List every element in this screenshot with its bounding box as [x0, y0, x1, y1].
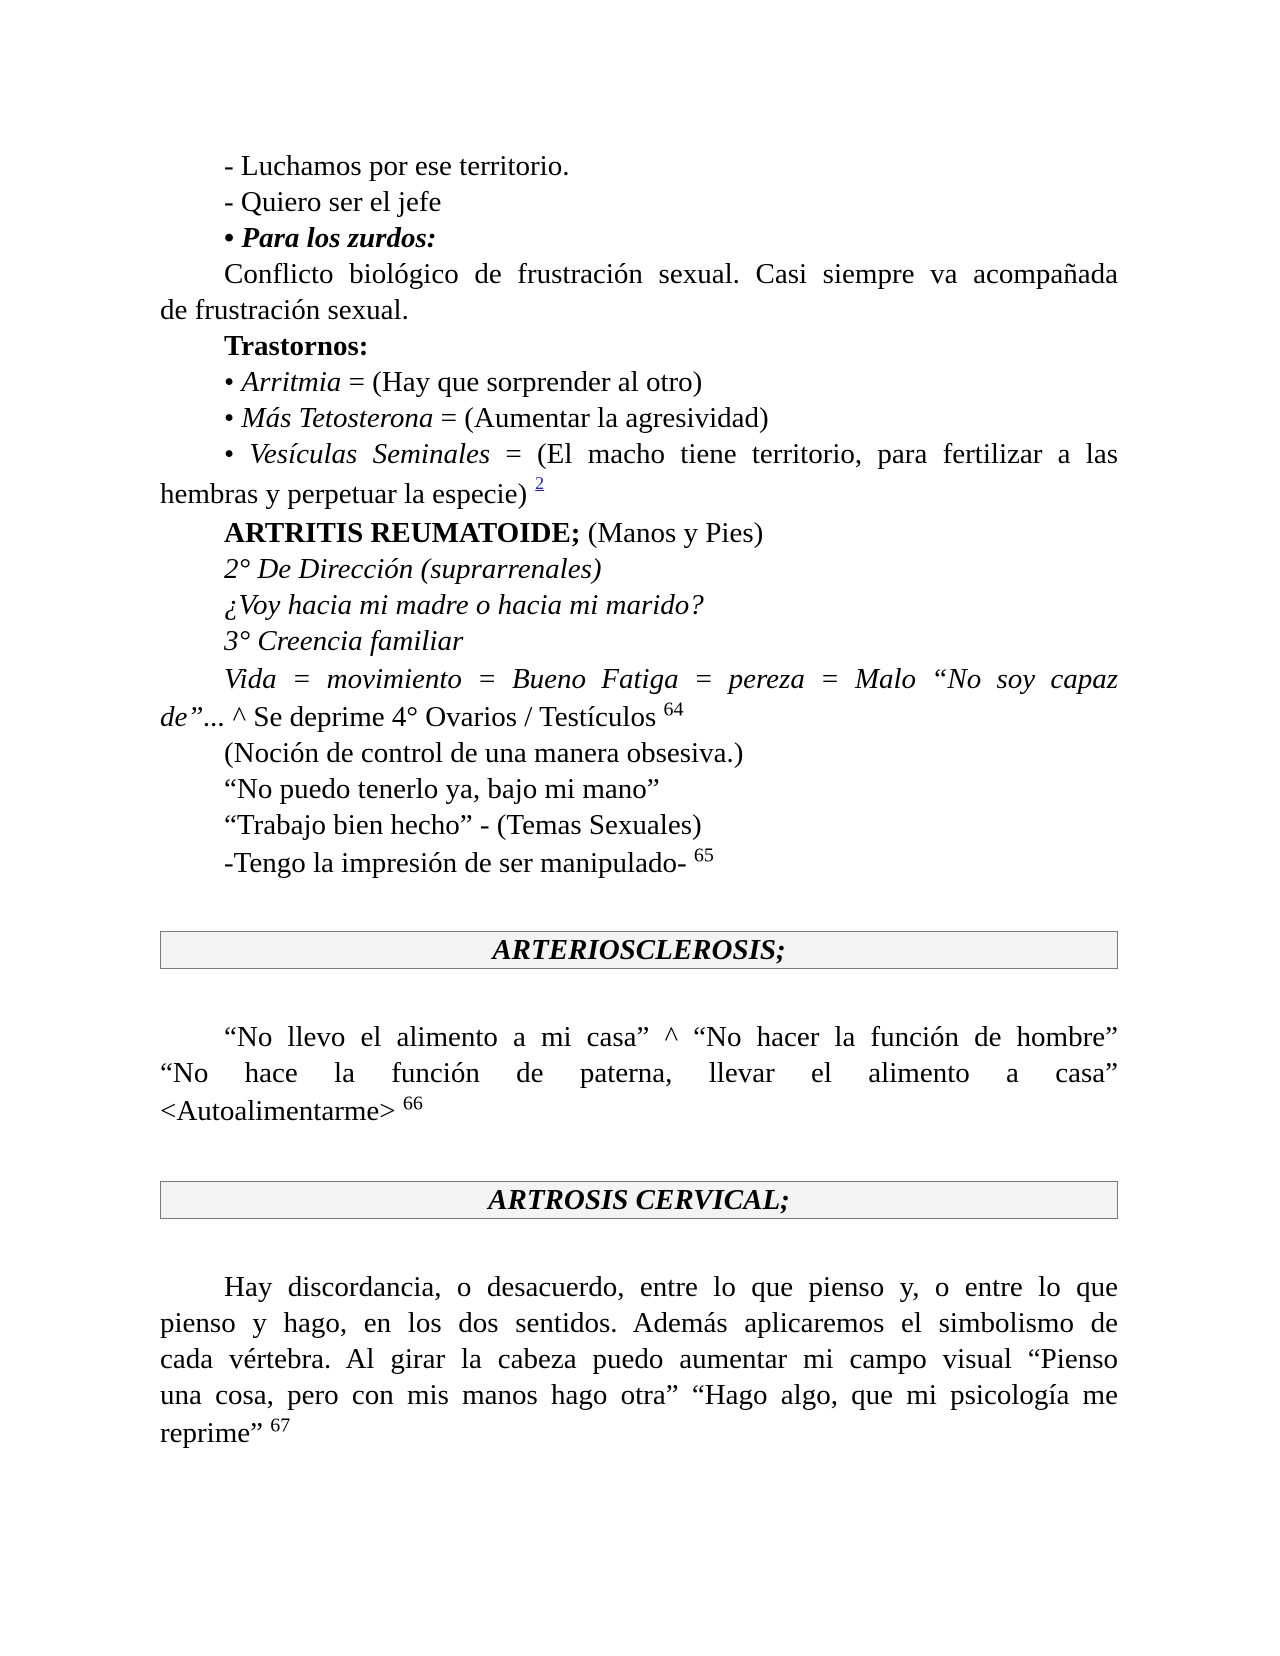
text-line: [160, 771, 1118, 807]
spacer: [160, 1219, 1118, 1269]
paragraph-line: [160, 1415, 1118, 1451]
text: de”...: [160, 701, 226, 733]
document-page: [160, 148, 1118, 1451]
text-line: [160, 184, 1118, 220]
heading-text: ARTRITIS REUMATOIDE;: [224, 517, 581, 549]
text: una cosa, pero con mis manos hago otra” “Hago algo, que mi psicología me: [160, 1379, 1118, 1411]
text: hembras y perpetuar la especie): [160, 478, 528, 510]
paragraph-line: [160, 1377, 1118, 1413]
paragraph-line: [160, 1269, 1118, 1305]
subheading-zurdos: [160, 220, 1118, 256]
text-line: [160, 623, 1118, 659]
list-item: • Arritmia = (Hay que sorprender al otro): [224, 366, 703, 398]
spacer: [160, 1129, 1118, 1181]
text: (Noción de control de una manera obsesiva.): [224, 737, 744, 769]
text: (Manos y Pies): [580, 517, 764, 549]
spacer: [160, 881, 1118, 931]
line-quiero: - Quiero ser el jefe: [224, 186, 442, 218]
paragraph-line: [160, 1093, 1118, 1129]
paragraph-line: [160, 1019, 1118, 1055]
definition: = (Hay que sorprender al otro): [341, 366, 703, 398]
term: Más Tetosterona: [241, 402, 434, 434]
term: Vesículas Seminales: [249, 438, 491, 470]
text-line: [160, 845, 1118, 881]
definition: = (Aumentar la agresividad): [433, 402, 769, 434]
text: pienso y hago, en los dos sentidos. Además aplicaremos el simbolismo de: [160, 1307, 1118, 1339]
section-title-artrosis: [160, 1181, 1118, 1219]
definition: = (El macho tiene territorio, para fertilizar a las: [490, 438, 1118, 470]
footnote-ref: 64: [663, 698, 684, 721]
text-line: [160, 148, 1118, 184]
text: “No hace la función de paterna, llevar el alimento a casa”: [160, 1057, 1118, 1089]
paragraph-line: [160, 1341, 1118, 1377]
text: reprime”: [160, 1417, 271, 1449]
list-item-continuation: [160, 473, 1118, 515]
text: “No puedo tenerlo ya, bajo mi mano”: [224, 773, 660, 805]
footnote-ref: 65: [693, 844, 714, 867]
bullet-glyph: •: [224, 222, 242, 254]
footnote-ref: 66: [402, 1092, 423, 1115]
text: 3° Creencia familiar: [224, 625, 464, 657]
footnote-ref: 67: [270, 1414, 291, 1437]
text: cada vértebra. Al girar la cabeza puedo aumentar mi campo visual “Pienso: [160, 1343, 1118, 1375]
list-item: • Más Tetosterona = (Aumentar la agresividad): [224, 402, 769, 434]
text-line: [160, 587, 1118, 623]
text: 2° De Dirección (suprarrenales): [224, 553, 602, 585]
text: <Autoalimentarme>: [160, 1095, 403, 1127]
heading-trastornos: [160, 328, 1118, 364]
paragraph-conflicto-line2: [160, 292, 1118, 328]
text-line: [160, 699, 1118, 735]
heading-artritis: [160, 515, 1118, 551]
subheading-zurdos-text: Para los zurdos:: [241, 222, 437, 254]
spacer: [160, 969, 1118, 1019]
section-title-text: ARTROSIS CERVICAL;: [488, 1184, 790, 1216]
term: Arritmia: [241, 366, 342, 398]
footnote-link[interactable]: 2: [535, 473, 545, 493]
text: “Trabajo bien hecho” - (Temas Sexuales): [224, 809, 702, 841]
text-line: [160, 551, 1118, 587]
section-title-arteriosclerosis: [160, 931, 1118, 969]
paragraph-line: [160, 1305, 1118, 1341]
text-line: [160, 735, 1118, 771]
text: de frustración sexual.: [160, 294, 409, 326]
paragraph-conflicto-line1: [160, 256, 1118, 292]
line-luchamos: - Luchamos por ese territorio.: [224, 150, 570, 182]
text: Trastornos:: [224, 330, 369, 362]
text: ^ Se deprime 4° Ovarios / Testículos: [225, 701, 664, 733]
paragraph-line: [160, 1055, 1118, 1091]
text: Conflicto biológico de frustración sexual. Casi siempre va acompañada: [224, 258, 1118, 290]
list-item: • Vesículas Seminales = (El macho tiene territorio, para fertilizar a las: [224, 438, 1118, 470]
text: “No llevo el alimento a mi casa” ^ “No hacer la función de hombre”: [224, 1021, 1118, 1053]
text: ¿Voy hacia mi madre o hacia mi marido?: [224, 589, 704, 621]
section-title-text: ARTERIOSCLEROSIS;: [492, 934, 786, 966]
text-line: [160, 661, 1118, 697]
text: -Tengo la impresión de ser manipulado-: [224, 847, 694, 879]
text: Hay discordancia, o desacuerdo, entre lo que pienso y, o entre lo que: [224, 1271, 1118, 1303]
text-line: [160, 807, 1118, 843]
text: Vida = movimiento = Bueno Fatiga = pereza = Malo “No soy capaz: [224, 663, 1118, 695]
